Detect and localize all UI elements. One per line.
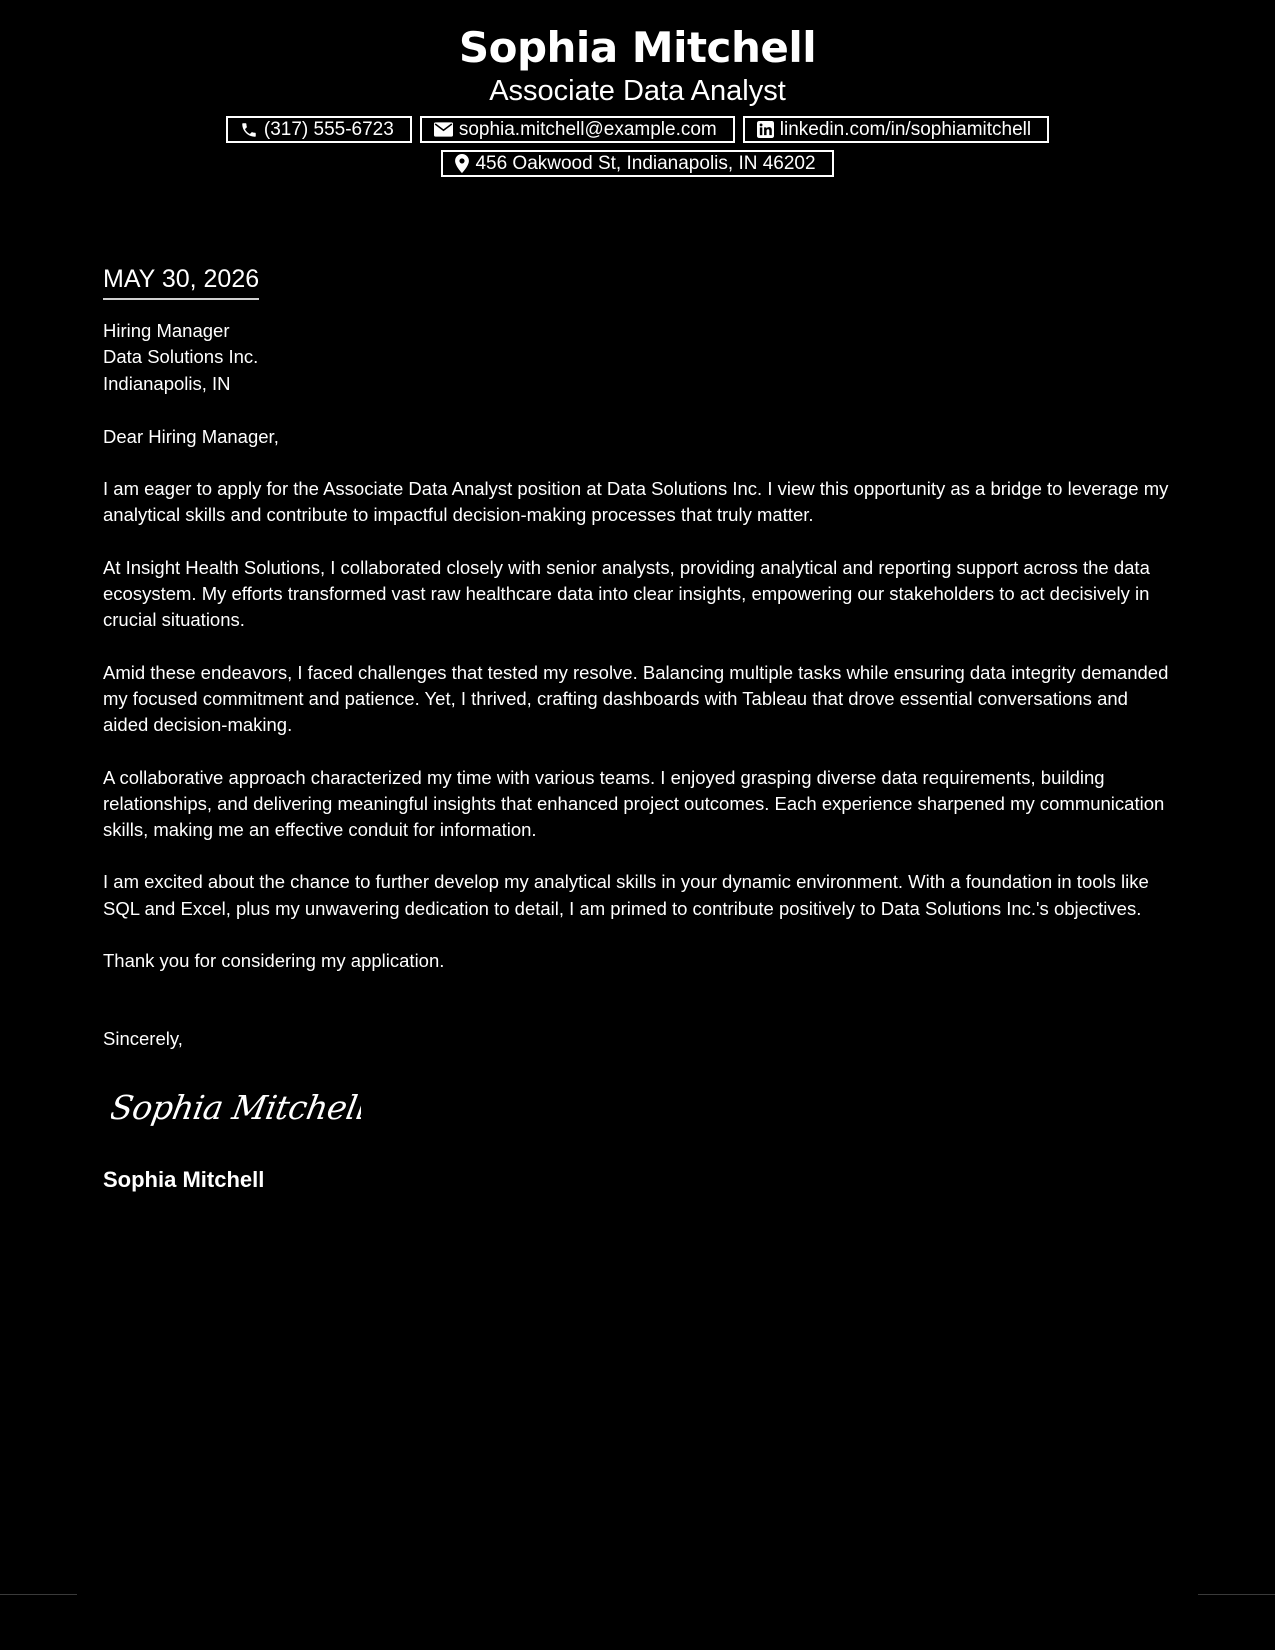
recipient-block <box>103 318 1178 397</box>
signed-name: Sophia Mitchell <box>103 1166 265 1192</box>
envelope-icon <box>434 122 453 137</box>
letterhead <box>0 22 1275 177</box>
linkedin-chip[interactable] <box>743 116 1049 143</box>
recipient-location: Indianapolis, IN <box>103 372 231 394</box>
email-chip[interactable] <box>420 116 735 143</box>
contact-row-secondary <box>0 150 1275 177</box>
contact-row-primary <box>0 116 1275 143</box>
handwritten-signature <box>111 1083 1178 1140</box>
letter-body <box>103 262 1178 1194</box>
signature-script: Sophia Mitchell <box>111 1087 361 1127</box>
phone-chip[interactable] <box>226 116 412 143</box>
postal-address: 456 Oakwood St, Indianapolis, IN 46202 <box>475 152 816 174</box>
paragraph-experience: At Insight Health Solutions, I collaborated closely with senior analysts, providing analytical and reporting support across the data ecosystem. My efforts transformed vast raw healthcare data into clear insights, empowering our stakeholders to act decisively in crucial situations. <box>103 556 1150 631</box>
paragraph-motivation: I am excited about the chance to further develop my analytical skills in your dynamic environment. With a foundation in tools like SQL and Excel, plus my unwavering dedication to detail, I am primed to contribute positively to Data Solutions Inc.'s objectives. <box>103 871 1149 919</box>
address-chip[interactable] <box>441 150 833 177</box>
map-marker-icon <box>455 154 469 173</box>
linkedin-icon <box>757 121 774 138</box>
footer-rule-left <box>0 1594 77 1595</box>
closing: Sincerely, <box>103 1028 183 1050</box>
recipient-title: Hiring Manager <box>103 320 230 341</box>
paragraph-intro: I am eager to apply for the Associate Data Analyst position at Data Solutions Inc. I view this opportunity as a bridge to leverage my analytical skills and contribute to impactful decision-making processes that truly matter. <box>103 478 1169 526</box>
phone-icon <box>240 121 258 139</box>
applicant-job-title: Associate Data Analyst <box>489 75 786 107</box>
linkedin-url: linkedin.com/in/sophiamitchell <box>779 118 1032 140</box>
recipient-company: Data Solutions Inc. <box>103 346 259 368</box>
paragraph-challenges: Amid these endeavors, I faced challenges that tested my resolve. Balancing multiple tasks while ensuring data integrity demanded my focused commitment and patience. Yet, I thrived, crafting dashboards with Tableau that drove essential conversations and aided decision-making. <box>103 661 1169 736</box>
salutation: Dear Hiring Manager, <box>103 425 279 447</box>
letter-date: MAY 30, 2026 <box>103 262 259 300</box>
email-address: sophia.mitchell@example.com <box>458 118 717 140</box>
footer-rule-right <box>1198 1594 1275 1595</box>
paragraph-thanks: Thank you for considering my application. <box>103 950 445 972</box>
paragraph-collaboration: A collaborative approach characterized my time with various teams. I enjoyed grasping diverse data requirements, building relationships, and delivering meaningful insights that enhanced project outcomes. Each experience sharpened my communication skills, making me an effective conduit for information. <box>103 766 1165 841</box>
applicant-name: Sophia Mitchell <box>458 23 817 72</box>
phone-number: (317) 555-6723 <box>263 118 394 140</box>
